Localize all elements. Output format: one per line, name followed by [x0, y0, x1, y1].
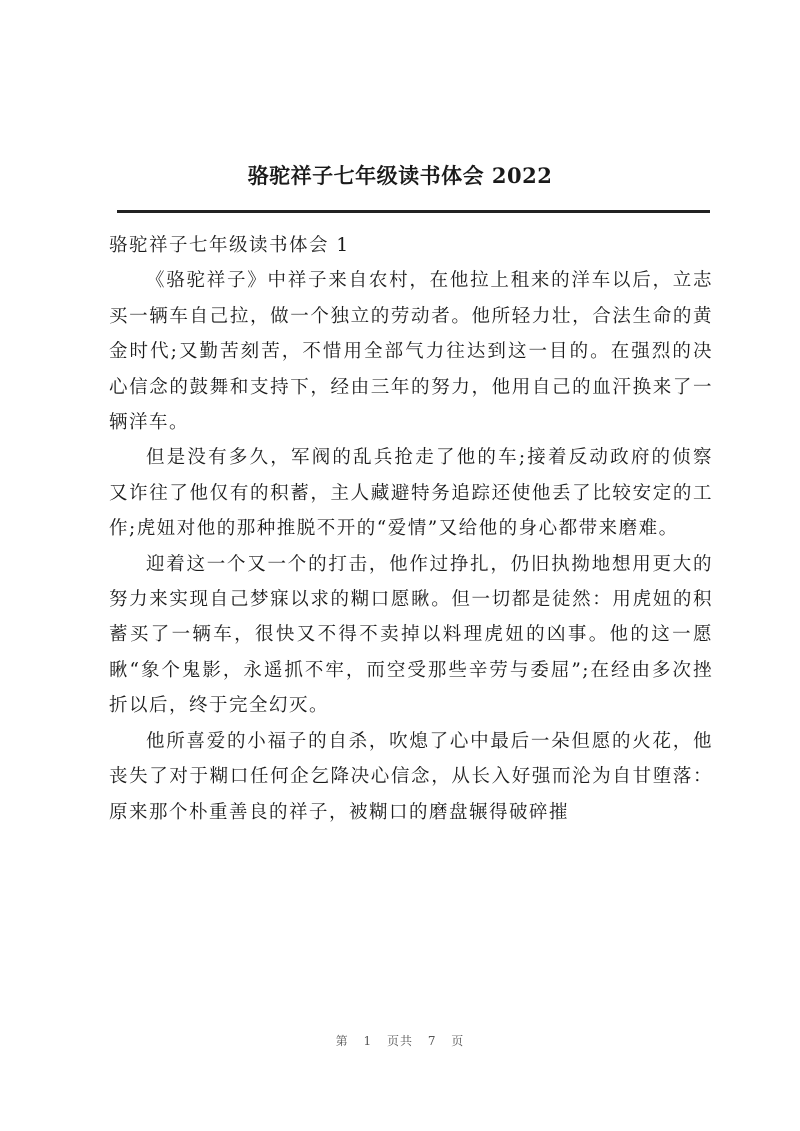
footer-page-number: 1	[363, 1034, 373, 1048]
paragraph-1: 《骆驼祥子》中祥子来自农村，在他拉上租来的洋车以后，立志买一辆车自己拉，做一个独立的劳动者。他所轻力壮，合法生命的黄金时代;又勤苦刻苦，不惜用全部气力往达到这一目的。在强烈的决心信念的鼓舞和支持下，经由三年的努力，他用自己的血汗换来了一辆洋车。	[109, 270, 713, 434]
title-divider	[117, 210, 710, 213]
footer-total-pages: 7	[427, 1034, 437, 1048]
footer-prefix: 第	[335, 1034, 349, 1048]
document-body	[109, 228, 713, 830]
footer-middle: 页共	[386, 1034, 413, 1048]
paragraph-2: 但是没有多久，军阀的乱兵抢走了他的车;接着反动政府的侦察又诈往了他仅有的积蓄，主人藏避特务追踪还使他丢了比较安定的工作;虎妞对他的那种推脱不开的“爱情”又给他的身心都带来磨难。	[109, 447, 713, 540]
paragraph-4: 他所喜爱的小福子的自杀，吹熄了心中最后一朵但愿的火花，他丧失了对于糊口任何企乞降决心信念，从长入好强而沦为自甘堕落：原来那个朴重善良的祥子，被糊口的磨盘辗得破碎摧	[109, 730, 713, 823]
page-footer	[0, 1032, 800, 1049]
paragraph-3: 迎着这一个又一个的打击，他作过挣扎，仍旧执拗地想用更大的努力来实现自己梦寐以求的糊口愿瞅。但一切都是徒然：用虎妞的积蓄买了一辆车，很快又不得不卖掉以料理虎妞的凶事。他的这一愿瞅“象个鬼影，永遥抓不牢，而空受那些辛劳与委屈”;在经由多次挫折以后，终于完全幻灭。	[109, 553, 713, 717]
section-heading: 骆驼祥子七年级读书体会 1	[109, 235, 350, 256]
footer-suffix: 页	[451, 1034, 465, 1048]
document-title: 骆驼祥子七年级读书体会 2022	[247, 163, 553, 188]
